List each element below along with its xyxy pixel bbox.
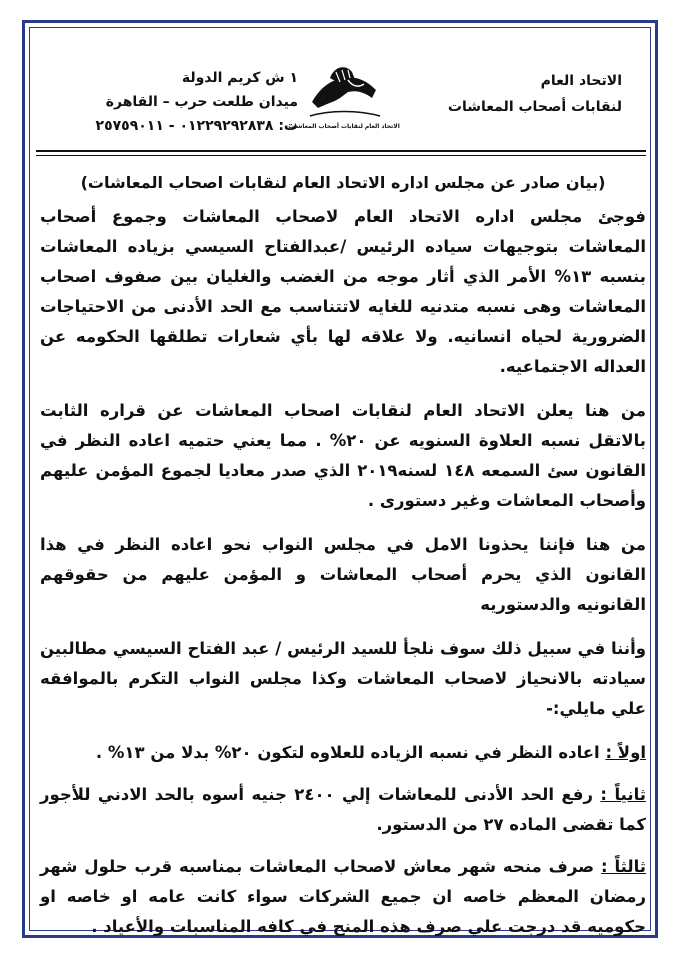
org-line-2: لنقابات أصحاب المعاشات <box>447 99 622 115</box>
header-divider <box>36 150 646 152</box>
statement-title: (بيان صادر عن مجلس اداره الاتحاد العام لنقابات اصحاب المعاشات) <box>80 173 606 192</box>
address-line-1: ١ ش كريم الدولة <box>181 70 298 86</box>
contact-info <box>48 66 298 138</box>
handshake-emblem-icon <box>288 58 400 138</box>
logo-caption: الاتحاد العام لنقابات أصحاب المعاشات <box>288 123 400 130</box>
header-divider-thin <box>36 155 646 156</box>
paragraph-3: من هنا فإننا يحذونا الامل في مجلس النواب نحو اعاده النظر في هذا القانون الذي يحرم أصحاب المعاشات و المؤمن عليهم من حقوقهم القانونيه والدستوريه <box>40 535 646 614</box>
paragraph-4: وأننا في سبيل ذلك سوف نلجأ للسيد الرئيس / عبد الفتاح السيسي مطالبين سيادته بالانحياز لاصحاب المعاشات وكذا مجلس النواب التكرم بالموافقه علي مايلي:- <box>40 639 646 718</box>
demand-item-1 <box>40 738 646 768</box>
letterhead <box>0 0 682 140</box>
paragraph-1: فوجئ مجلس اداره الاتحاد العام لاصحاب المعاشات وجموع أصحاب المعاشات بتوجيهات سياده الرئيس /عبدالفتاح السيسي بزياده المعاشات بنسبه ١٣% الأمر الذي أثار موجه من الغضب والغليان بين صفوف اصحاب المعاشات وهى نسبه متدنيه للغايه لاتتناسب مع الحد الأدنى من الاحتياجات الضرورية لحياه انسانيه. ولا علاقه لها بأي شعارات تطلقها الحكومه عن العداله الاجتماعيه. <box>40 207 646 376</box>
demand-label: اولاً : <box>605 743 646 762</box>
demand-text: اعاده النظر في نسبه الزياده للعلاوه لتكون ٢٠% بدلا من ١٣% . <box>95 743 606 762</box>
demand-label: ثانياً : <box>600 785 646 804</box>
demand-item-2 <box>40 780 646 840</box>
organization-name <box>448 68 622 120</box>
org-line-1: الاتحاد العام <box>540 73 622 89</box>
phone-number: ت: ٠١٢٢٩٢٩٢٨٣٨ - ٢٥٧٥٩٠١١ <box>95 118 298 134</box>
demand-label: ثالثاً : <box>600 857 646 876</box>
demand-item-3 <box>40 852 646 942</box>
statement-body <box>40 168 646 954</box>
address-line-2: ميدان طلعت حرب – القاهرة <box>105 94 298 110</box>
demand-text: رفع الحد الأدنى للمعاشات إلي ٢٤٠٠ جنيه أسوه بالحد الادني للأجور كما تقضى الماده ٢٧ من الدستور. <box>40 785 646 834</box>
paragraph-2: من هنا يعلن الاتحاد العام لنقابات اصحاب المعاشات عن قراره الثابت بالاتقل نسبه العلاوة السنويه عن ٢٠% . مما يعني حتميه اعاده النظر في القانون سئ السمعه ١٤٨ لسنه٢٠١٩ الذي صدر معاديا لجموع المؤمن عليهم وأصحاب المعاشات وغير دستورى . <box>40 401 646 510</box>
demand-text: صرف منحه شهر معاش لاصحاب المعاشات بمناسبه قرب حلول شهر رمضان المعظم خاصه ان جميع الشركات سواء كانت عامه او خاصه او حكوميه قد درجت علي صرف هذه المنح في كافه المناسبات والأعياد . <box>40 857 646 936</box>
